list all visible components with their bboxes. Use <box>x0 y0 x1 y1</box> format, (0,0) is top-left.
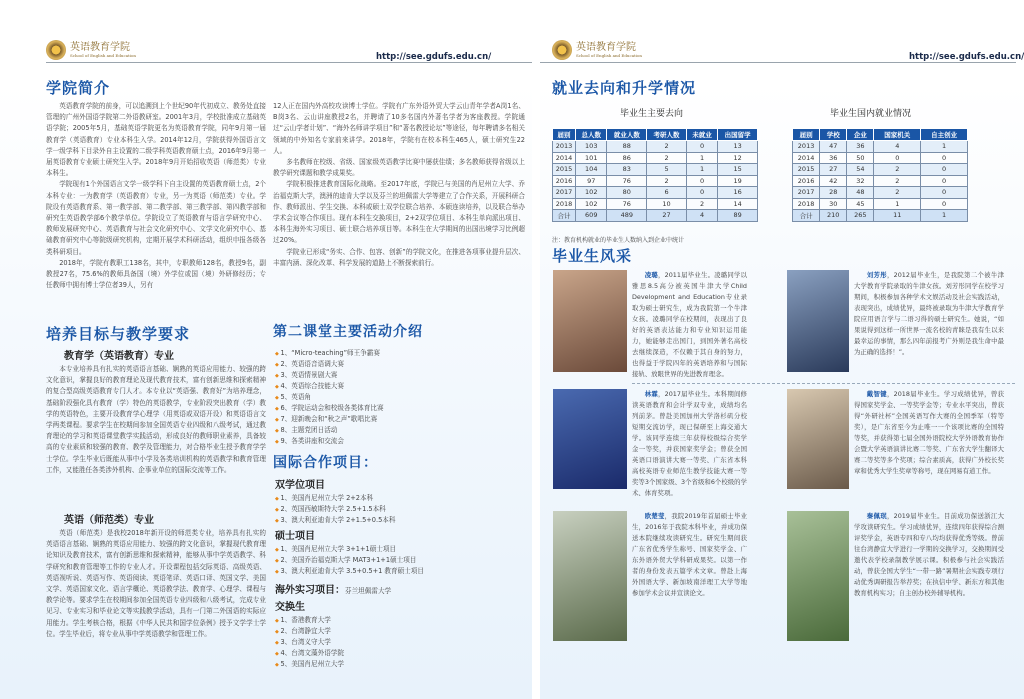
intro-title: 学院简介 <box>46 79 111 97</box>
table-cell: 36 <box>820 152 847 164</box>
graduate-photo <box>553 389 627 489</box>
table-row <box>553 175 758 187</box>
right-page <box>540 0 1024 699</box>
left-column-1 <box>46 78 266 640</box>
table-cell: 609 <box>576 210 607 222</box>
table-row <box>553 210 758 222</box>
graduate-photo <box>787 511 849 641</box>
column-header: 届别 <box>793 129 820 141</box>
table-cell: 83 <box>607 164 647 176</box>
table-cell: 36 <box>847 141 874 153</box>
table-cell: 5 <box>647 164 687 176</box>
table-cell: 2017 <box>793 187 820 199</box>
table-cell: 210 <box>820 210 847 222</box>
intro-col2: 12人正在国内外高校攻读博士学位。学院有广东外语外贸大学云山青年学者A岗1名、B岗3名、云山讲座教授2名，并聘请了10多名国内外著名学者为客座教授。学院通过“云山学者计划”、“海外名师讲学项目”和“著名教授论坛”等途径，每年聘请多名相关领域的中外知名专家前来讲学。2018年，学院有在校本科生465人，硕士研究生22人。 多名教师在校级、省级、国家级英语教学比赛中屡获佳绩；多名教师获得省级以上教学研究课题和教学成果奖。 学院积极推进教育国际化战略。至2017年底，学院已与美国的肖尼州立大学、乔治福克斯大学，澳洲的迪肯大学以及芬兰的坦佩雷大学等建立了合作关系，开展科研合作、教师派出、学生交换、本科或硕士双学位联合培养、本硕连读培养，以及联合举办学术会议等合作项目。现有本科生交换项目，2+2双学位项目、本科生单向派出项目、本科生海外实习项目、硕士联合培养项目等。本科生在大学期间的出国出境学习比例超过20%。 学院业已形成“务实、合作、包容、创新”的学院文化，在推进各项事业提升层次、丰富内涵、深化改革、科学发展的道路上不断探索前行。 <box>273 102 525 267</box>
table-cell: 489 <box>607 210 647 222</box>
table-row <box>553 141 758 153</box>
column-header: 自主创业 <box>921 129 968 141</box>
graduate-profile: 刘芳彤，2012届毕业生，是我院第二个被牛津大学教育学院录取的牛津女孩。刘芳彤同学在校学习期间，积极参加各种学术文娱活动及社会实践活动，表现突出，成绩优异，最终被录取为牛津大学教育学院应用语言学与二语习得的硕士研究生。她说，“如果说得到这样一所世界一流名校的青睐是我有生以来最幸运的事情，那么四年前报考广外则是我生命中最为正确的选择！”。 <box>854 271 1004 356</box>
website-url-left[interactable]: http://see.gdufs.edu.cn/ <box>376 52 492 62</box>
intro-col1: 英语教育学院的前身，可以追溯到上个世纪90年代初成立、教务处直接管理的广州外国语学院第二外语教研室。2001年3月，学校批准成立基础英语学院；2005年5月，基础英语学院更名为英语教育学院，同年9月第一届教育学（英语教育）专业本科生入学。2014年12月，学院获得外国语言文学一级学科下目录外自主设置的二级学科英语教育硕士点，2016年9月第一届英语教育专业硕士研究生入学。2018年9月开始招收英语（师范类）专业本科生。 学院现有1个外国语言文学一级学科下自主设置的英语教育硕士点，2个本科专业：一为教育学（英语教育）专业，另一为英语（师范类）专业。学院设有英语教育系、第一教学部、第二教学部、第三教学部、第四教学部和研究生英语教学部6个教学单位。学院设立了英语教育与语言学研究中心、教师发展研究中心、英语教育与社会文化研究中心、文学文化研究中心、基础教育研究中心等院级研究机构，定期开展学术科研活动，组织申报各级各类科研项目。 2018年，学院有教职工138名，其中，专职教师128名，教授9名，副教授27名，75.6%的教师具备国（境）外学位或国（境）外研修经历；专任教师中拥有博士学位者39人，另有 <box>46 102 266 290</box>
graduate-profile: 林霖，2017届毕业生。本科期间修读英语教育和会计学双专业，成绩均名列前茅。曾赴美国加州大学洛杉矶分校短期交流访学，现已保研至上海交通大学。该同学连续三年获得校级综合奖学金一等奖，并获国家奖学金；曾获全国英语口语演讲大赛一等奖、广东省本科高校英语专业师范生教学技能大赛一等奖等3个国家级、3个省级和6个校级的学术、体育奖项。 <box>632 390 748 497</box>
table-cell: 104 <box>576 164 607 176</box>
header-rule <box>540 62 1016 63</box>
table-cell: 27 <box>820 164 847 176</box>
table-note: 注：教育机构就业的毕业生人数纳入到企业中统计 <box>552 237 685 244</box>
graduate-profile: 凌璐，2011届毕业生。凌璐同学以雅思8.5高分被英国牛津大学Child Development and Education专业录取为硕士研究生，成为我院第一个牛津女孩。凌璐同学在校期间，表现出了良好的英语表达能力和专业知识运用能力，她能够走出国门，到国外著名高校去继续深造，不仅赖于其自身的努力，也得益于学院四年的英语培养和与国际接轨、放眼世界的先进教育理念。 <box>632 271 748 378</box>
table-cell: 0 <box>921 152 968 164</box>
seal-icon <box>46 40 66 60</box>
table-cell: 4 <box>874 141 921 153</box>
table-cell: 0 <box>874 152 921 164</box>
table-row <box>793 164 968 176</box>
table1-caption: 毕业生主要去向 <box>620 109 684 119</box>
graduate-photo <box>787 270 849 372</box>
table-cell: 2015 <box>793 164 820 176</box>
table-cell: 28 <box>820 187 847 199</box>
table-cell: 89 <box>718 210 758 222</box>
table-cell: 1 <box>921 210 968 222</box>
table-cell: 2014 <box>553 152 576 164</box>
table-cell: 2 <box>874 175 921 187</box>
table-cell: 42 <box>820 175 847 187</box>
intl-title: 国际合作项目： <box>273 455 378 471</box>
table-cell: 30 <box>820 198 847 210</box>
table2-caption: 毕业生国内就业情况 <box>830 109 912 119</box>
graduate-profile: 秦佩珉，2019届毕业生。目前成功保送浙江大学攻读研究生。学习成绩优异，连续四年获得综合测评奖学金，英语专四和专八均均获得优秀等级。曾前往台湾静宜大学进行一学期的交换学习，交换期间受邀代表学校录制教学展示课。积极参与社会实践活动，曾获全国大学生“一带一路”暑期社会实践专项行动优秀调研报告举荐奖；在执信中学、新东方和其他教育机构实习；自主创办校外辅导机构。 <box>854 512 1004 597</box>
graduate-profile: 欧楚莹，我院2019年首届硕士毕业生，2016年于我院本科毕业，并成功保送本院继续攻读研究生。研究生期间获广东省优秀学生称号、国家奖学金、广东外语外贸大学科研成果奖。以第一作者的身份发表五篇学术文章。曾赴上海外国语大学、新加坡南洋理工大学等地参加学术会议并宣读论文。 <box>632 512 748 597</box>
table-cell: 48 <box>847 187 874 199</box>
table-cell: 101 <box>576 152 607 164</box>
school-logo: 英语教育学院 School of English and Education <box>552 40 642 60</box>
graduate-card <box>787 389 1009 499</box>
table-row <box>553 164 758 176</box>
graduate-card <box>787 511 1009 641</box>
table-cell: 19 <box>718 175 758 187</box>
master-title: 硕士项目 <box>275 531 315 542</box>
table-cell: 1 <box>686 152 717 164</box>
table-cell: 16 <box>718 187 758 199</box>
exchange-list: ◆ 1、香港教育大学 ◆ 2、台湾静宜大学 ◆ 3、台湾义守大学 ◆ 4、台湾文藻外语学院 ◆ 5、美国肖尼州立大学 <box>275 615 525 670</box>
column-header: 届别 <box>553 129 576 141</box>
table-row <box>793 175 968 187</box>
column-header: 未就业 <box>686 129 717 141</box>
table-cell: 2 <box>647 152 687 164</box>
graduate-card <box>553 511 781 641</box>
activities-list: ◆ 1、“Micro-teaching”师王争霸赛 ◆ 2、英语语音语调大赛 ◆ 3、英语情景剧大赛 ◆ 4、英语综合技能大赛 ◆ 5、英语角 ◆ 6、学院运动会和校级各类体育比赛 ◆ 7、迎新晚会和“秋之声”歌唱比赛 ◆ 8、主题党团日活动 ◆ 9、各类讲座和交流会 <box>275 348 525 447</box>
double-degree-title: 双学位项目 <box>275 480 325 491</box>
column-header: 企业 <box>847 129 874 141</box>
intern-row: 海外实习项目：芬兰坦佩雷大学 <box>275 585 392 596</box>
table-cell: 2016 <box>553 175 576 187</box>
table-cell: 2 <box>874 164 921 176</box>
table-cell: 12 <box>718 152 758 164</box>
table-row <box>793 141 968 153</box>
table-cell: 2018 <box>553 198 576 210</box>
major2-title: 英语（师范类）专业 <box>64 515 154 526</box>
exchange-title: 交换生 <box>275 602 305 613</box>
column-header: 考研人数 <box>647 129 687 141</box>
table-cell: 80 <box>607 187 647 199</box>
activities-title: 第二课堂主要活动介绍 <box>273 324 423 340</box>
table-cell: 0 <box>686 141 717 153</box>
graduate-card <box>553 389 781 499</box>
table-cell: 27 <box>647 210 687 222</box>
table-row <box>553 198 758 210</box>
table-cell: 2017 <box>553 187 576 199</box>
table-cell: 1 <box>874 198 921 210</box>
major1-title: 教育学（英语教育）专业 <box>64 351 174 362</box>
table-cell: 1 <box>686 164 717 176</box>
table-cell: 0 <box>921 164 968 176</box>
graduate-card <box>787 270 1009 380</box>
school-logo: 英语教育学院 School of English and Education <box>46 40 136 60</box>
table-row <box>793 198 968 210</box>
table-cell: 32 <box>847 175 874 187</box>
table-cell: 2015 <box>553 164 576 176</box>
goals-title: 培养目标与教学要求 <box>46 325 191 343</box>
table-cell: 86 <box>607 152 647 164</box>
table-cell: 6 <box>647 187 687 199</box>
graduates-row <box>553 270 1015 380</box>
table-cell: 97 <box>576 175 607 187</box>
major1-text: 本专业培养具有扎实的英语语言基础、娴熟的英语应用能力、较强的跨文化意识，掌握良好的教育理论及现代教育技术，富有创新思维和探索精神的复合型高级英语教育专门人才。本专业以“英语强、教育好”为培养理念，基础阶段强化具有教育（学）特色的英语教学，专业阶段突出教育（学）教学的英语特色，主要开设教育学心理学（用英语或双语开设）和英语语言文学两类课程。要求学生在校期间参加全国英语专业四级和八级考试，通过教育理论的学习和英语课堂教学实践活动，形成良好的教师职业素养，具备较高的专业素质和较强的教育、教学及管理能力，对合格毕业生授予教育学学士学位。学生毕业后既能从事中小学及各类培训机构的英语教学和教育管理工作，又能胜任各类涉外机构、企事业单位的国际交流等工作。 <box>46 365 266 474</box>
graduate-profile: 戴智键，2018届毕业生。学习成绩优异，曾获得国家奖学金、一等奖学金等；专业水平突出，曾获得“外研社杯”全国英语写作大赛的全国季军（特等奖），是广东省至今为止唯一一个该项比赛的全国特等奖，并获得第七届全国外语院校大学外语教育协作会暨大学英语演讲比赛二等奖、广东省大学生翻译大赛二等奖等多个奖项；综合素质高，获得广外校长奖章和优秀大学生奖章等称号，现在网易有道工作。 <box>854 390 1004 475</box>
table-cell: 4 <box>686 210 717 222</box>
table-cell: 2 <box>686 198 717 210</box>
table-cell: 2016 <box>793 175 820 187</box>
table-row <box>793 152 968 164</box>
major2-text: 英语（师范类）是我校2018年新开设的师范类专业，培养具有扎实的英语语言基础、娴熟的英语应用能力、较强的跨文化意识，掌握现代教育理论知识及教育技术，富有创新思维和探索精神，能够从事中学英语教学、科学研究和教育管理等工作的专业人才。开设课程包括交际英语、高级英语、英语视听说、英语写作、英语阅读、英语笔译、英语口译、英国文学、美国文学、英语国家文化、语言学概论、英语教学法、教育学、心理学、课程与教学论等。要求学生在校期间参加全国英语专业四级和八级考试，完成专业见习、专业实习和毕业论文等实践教学活动，具有一门第二外国语的实际应用能力。学生考核合格，根据《中华人民共和国学位条例》授予文学学士学位。学生毕业后，将专业从事中学英语教学和管理工作。 <box>46 529 266 638</box>
destination-table <box>552 128 758 222</box>
table-cell: 103 <box>576 141 607 153</box>
table-cell: 102 <box>576 187 607 199</box>
employment-title: 就业去向和升学情况 <box>552 79 697 97</box>
table-cell: 54 <box>847 164 874 176</box>
table-cell: 2 <box>874 187 921 199</box>
graduate-card <box>553 270 781 380</box>
table-cell: 2 <box>647 141 687 153</box>
table-cell: 14 <box>718 198 758 210</box>
column-header: 总人数 <box>576 129 607 141</box>
table-cell: 11 <box>874 210 921 222</box>
graduates-grid <box>553 270 1015 641</box>
table-cell: 102 <box>576 198 607 210</box>
table-cell: 合计 <box>793 210 820 222</box>
table-cell: 0 <box>686 175 717 187</box>
table-cell: 2013 <box>793 141 820 153</box>
graduate-photo <box>553 270 627 372</box>
header-rule <box>46 62 532 63</box>
table-cell: 合计 <box>553 210 576 222</box>
left-column-2 <box>273 101 525 670</box>
table-cell: 2013 <box>553 141 576 153</box>
table-cell: 15 <box>718 164 758 176</box>
seal-icon <box>552 40 572 60</box>
table-cell: 47 <box>820 141 847 153</box>
table-row <box>553 152 758 164</box>
graduates-row <box>553 511 1015 641</box>
column-header: 出国留学 <box>718 129 758 141</box>
table-row <box>793 210 968 222</box>
table-cell: 88 <box>607 141 647 153</box>
graduates-row <box>553 389 1015 499</box>
table-cell: 13 <box>718 141 758 153</box>
table-cell: 2018 <box>793 198 820 210</box>
table-cell: 1 <box>921 141 968 153</box>
graduate-photo <box>787 389 849 489</box>
master-list: ◆ 1、美国肖尼州立大学 3+1+1硕士项目 ◆ 2、美国乔治福克斯大学 MAT3+1+1硕士项目 ◆ 3、澳大利亚迪肯大学 3.5+0.5+1 教育硕士项目 <box>275 544 525 577</box>
table-cell: 45 <box>847 198 874 210</box>
column-header: 国家机关 <box>874 129 921 141</box>
table-cell: 0 <box>686 187 717 199</box>
table-row <box>793 187 968 199</box>
double-degree-list: ◆ 1、美国肖尼州立大学 2+2本科 ◆ 2、英国西敏斯特大学 2.5+1.5本科 ◆ 3、澳大利亚迪肯大学 2+1.5+0.5本科 <box>275 493 525 526</box>
table-cell: 0 <box>921 187 968 199</box>
table-row <box>553 187 758 199</box>
table-cell: 2014 <box>793 152 820 164</box>
divider <box>632 383 1015 384</box>
graduate-photo <box>553 511 627 641</box>
table-cell: 10 <box>647 198 687 210</box>
table-cell: 2 <box>647 175 687 187</box>
table-cell: 0 <box>921 175 968 187</box>
table-cell: 265 <box>847 210 874 222</box>
table-cell: 76 <box>607 198 647 210</box>
table-cell: 76 <box>607 175 647 187</box>
table-cell: 50 <box>847 152 874 164</box>
column-header: 就业人数 <box>607 129 647 141</box>
table-cell: 0 <box>921 198 968 210</box>
column-header: 学校 <box>820 129 847 141</box>
domestic-employment-table <box>792 128 968 222</box>
graduates-title: 毕业生风采 <box>552 247 633 265</box>
website-url[interactable]: http://see.gdufs.edu.cn/ <box>909 52 1024 62</box>
